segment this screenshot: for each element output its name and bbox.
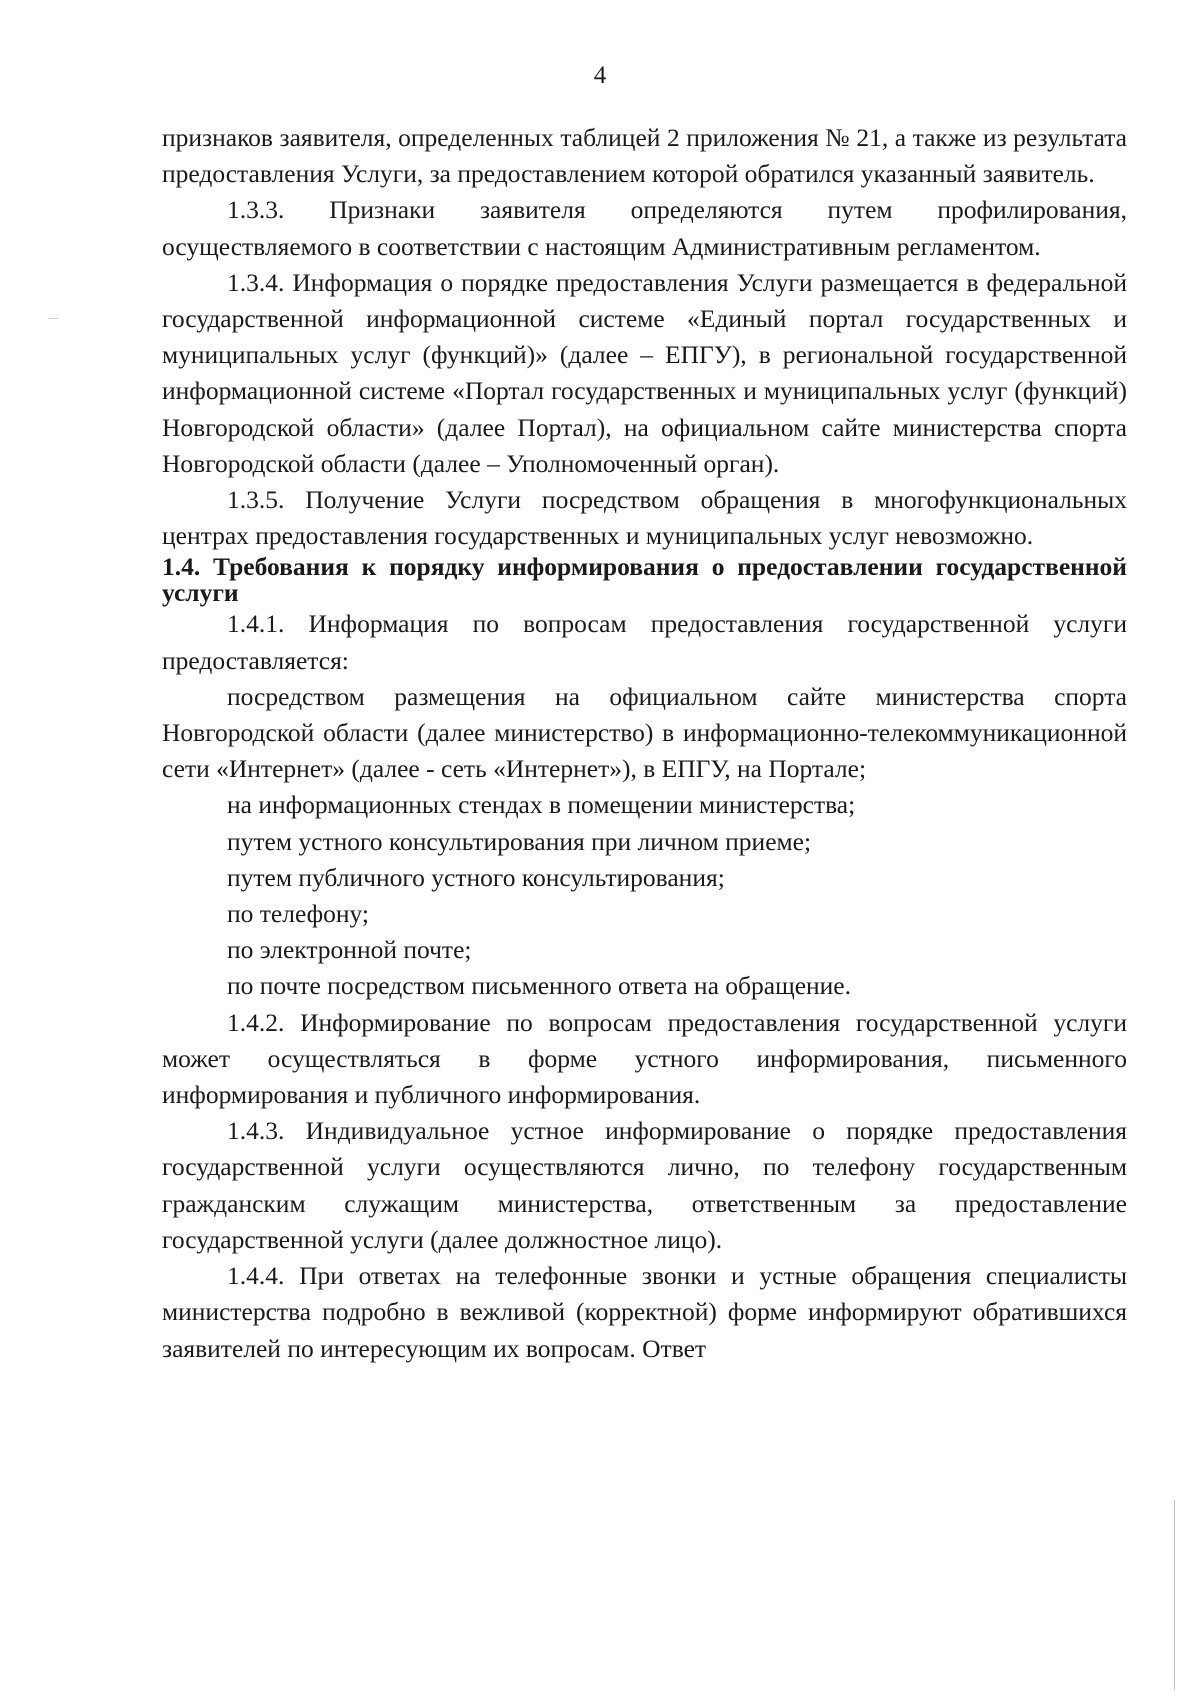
- paragraph-1-3-5: 1.3.5. Получение Услуги посредством обращения в многофункциональных центрах предоставления государственных и муниципальных услуг невозможно.: [162, 485, 1127, 551]
- paragraph-1-3-3: 1.3.3. Признаки заявителя определяются путем профилирования, осуществляемого в соответствии с настоящим Административным регламентом.: [162, 195, 1127, 261]
- paragraph-1-3-4: 1.3.4. Информация о порядке предоставления Услуги размещается в федеральной государственной информационной системе «Единый портал государственных и муниципальных услуг (функций)» (далее – ЕПГУ), в региональной государственной информационной системе «Портал государственных и муниципальных услуг (функций) Новгородской области» (далее Портал), на официальном сайте министерства спорта Новгородской области (далее – Уполномоченный орган).: [162, 267, 1127, 478]
- list-item: на информационных стендах в помещении министерства;: [227, 790, 856, 820]
- paragraph-1-4-2: 1.4.2. Информирование по вопросам предоставления государственной услуги может осуществляться в форме устного информирования, письменного информирования и публичного информирования.: [162, 1007, 1127, 1110]
- list-item: путем публичного устного консультирования;: [227, 862, 725, 892]
- paragraph-1-4-3: 1.4.3. Индивидуальное устное информирование о порядке предоставления государственной услуги осуществляются лично, по телефону государственным гражданским служащим министерства, ответственным за предоставление государственной услуги (далее должностное лицо).: [162, 1116, 1127, 1254]
- page-body: [162, 120, 1127, 1367]
- scan-edge-line: [1174, 1500, 1175, 1690]
- list-item: по электронной почте;: [227, 935, 472, 965]
- paragraph-1-4-1: 1.4.1. Информация по вопросам предоставления государственной услуги предоставляется:: [162, 609, 1127, 675]
- list-item: по телефону;: [227, 899, 370, 929]
- paragraph-1-4-4: 1.4.4. При ответах на телефонные звонки и устные обращения специалисты министерства подробно в вежливой (корректной) форме информируют обратившихся заявителей по интересующим их вопросам. Ответ: [162, 1261, 1127, 1363]
- page-number: 4: [593, 62, 607, 89]
- list-item: по почте посредством письменного ответа на обращение.: [227, 971, 852, 1001]
- paragraph-continuation: признаков заявителя, определенных таблицей 2 приложения № 21, а также из результата предоставления Услуги, за предоставлением которой обратился указанный заявитель.: [162, 123, 1127, 189]
- section-heading-1-4: 1.4. Требования к порядку информирования о предоставлении государственной услуги: [162, 552, 1127, 608]
- scan-margin-mark: [48, 318, 58, 319]
- list-item: посредством размещения на официальном сайте министерства спорта Новгородской области (далее министерство) в информационно-телекоммуникационной сети «Интернет» (далее - сеть «Интернет»), в ЕПГУ, на Портале;: [162, 681, 1127, 784]
- list-item: путем устного консультирования при личном приеме;: [227, 826, 812, 856]
